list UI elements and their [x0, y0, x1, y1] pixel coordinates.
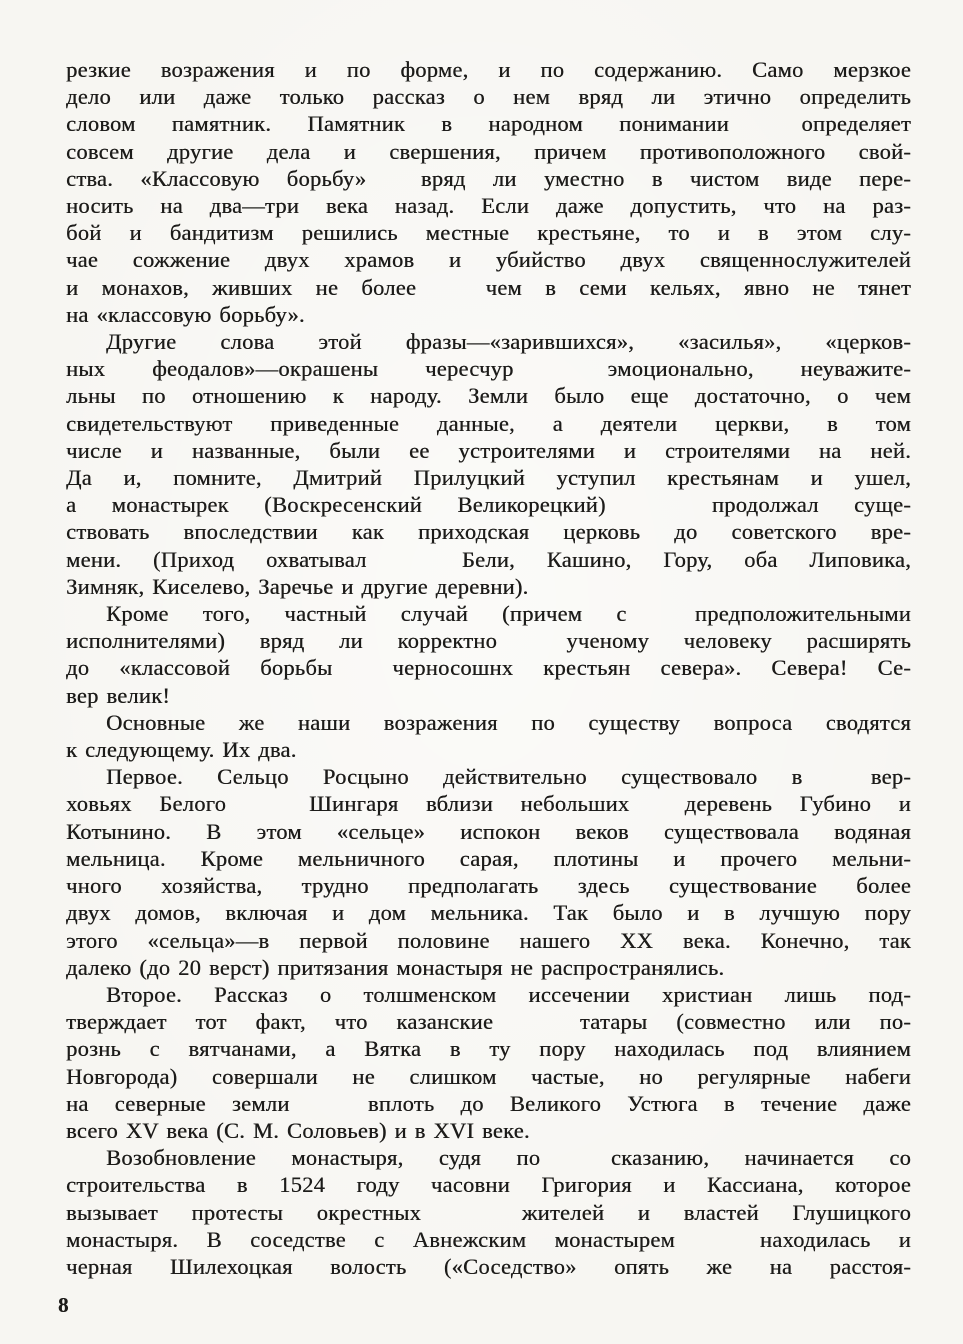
- text-line: исполнителями) вряд ли корректно ученому человеку расширять: [66, 628, 911, 654]
- text-line: Возобновление монастыря, судя по сказанию, начинается со: [106, 1145, 911, 1171]
- text-line: этого «сельца»—в первой половине нашего XX века. Конечно, так: [66, 927, 911, 953]
- text-line: тверждает тот факт, что казанские татары (совместно или по-: [66, 1009, 911, 1035]
- text-line: на северные земли вплоть до Великого Устюга в течение даже: [66, 1090, 911, 1116]
- text-line: Другие слова этой фразы—«зарившихся», «засилья», «церков-: [106, 329, 911, 355]
- paragraph: [66, 600, 911, 709]
- text-line: бой и бандитизм решились местные крестьяне, то и в этом слу-: [66, 220, 911, 246]
- paragraph: [66, 328, 911, 600]
- text-line: ства. «Классовую борьбу» вряд ли уместно в чистом виде пере-: [66, 165, 911, 191]
- paragraph: [66, 981, 911, 1144]
- text-line: Новгорода) совершали не слишком частые, но регулярные набеги: [66, 1063, 911, 1089]
- text-line: мельница. Кроме мельничного сарая, плотины и прочего мельни-: [66, 845, 911, 871]
- text-line: и монахов, живших не более чем в семи кельях, явно не тянет: [66, 274, 911, 300]
- text-line: резкие возражения и по форме, и по содержанию. Само мерзкое: [66, 57, 911, 82]
- paragraph: [66, 1144, 911, 1280]
- text-line: ховьях Белого Шингаря вблизи небольших деревень Губино и: [66, 791, 911, 817]
- text-line: льны по отношению к народу. Земли было еще достаточно, о чем: [66, 383, 911, 409]
- paragraph: [66, 709, 911, 763]
- text-line: чае сожжение двух храмов и убийство двух священнослужителей: [66, 247, 911, 273]
- text-line: монастыря. В соседстве с Авнежским монастырем находилась и: [66, 1226, 911, 1252]
- text-line: двух домов, включая и дом мельника. Так было и в лучшую пору: [66, 900, 911, 926]
- text-line: Второе. Рассказ о толшменском иссечении христиан лишь под-: [106, 981, 911, 1007]
- text-line: Первое. Сельцо Росцыно действительно существовало в вер-: [106, 764, 911, 790]
- text-line: а монастырек (Воскресенский Великорецкий) продолжал суще-: [66, 492, 911, 518]
- text-line: мени. (Приход охватывал Бели, Кашино, Гору, оба Липовика,: [66, 546, 911, 572]
- page-number: 8: [58, 1293, 69, 1317]
- text-line: строительства в 1524 году часовни Григория и Кассиана, которое: [66, 1172, 911, 1198]
- text-line: далеко (до 20 верст) притязания монастыря не распространялись.: [66, 954, 725, 980]
- text-block: [66, 56, 911, 1280]
- text-line: вызывает протесты окрестных жителей и властей Глушицкого: [66, 1199, 911, 1225]
- text-line: дело или даже только рассказ о нем вряд ли этично определить: [66, 84, 911, 110]
- text-line: Кроме того, частный случай (причем с предположительными: [106, 601, 911, 627]
- text-line: рознь с вятчанами, а Вятка в ту пору находилась под влиянием: [66, 1036, 911, 1062]
- text-line: числе и названные, были ее устроителями и строителями на ней.: [66, 437, 911, 463]
- text-line: до «классовой борьбы черносошнх крестьян севера». Севера! Се-: [66, 655, 911, 681]
- text-line: чного хозяйства, трудно предполагать здесь существование более: [66, 873, 911, 899]
- text-line: Котынино. В этом «сельце» испокон веков существовала водяная: [66, 818, 911, 844]
- text-line: черная Шилехоцкая волость («Соседство» опять же на расстоя-: [66, 1253, 911, 1279]
- paragraph: [66, 56, 911, 328]
- text-line: вер велик!: [66, 682, 171, 708]
- text-line: словом памятник. Памятник в народном понимании определяет: [66, 111, 911, 137]
- text-line: всего XV века (С. М. Соловьев) и в XVI веке.: [66, 1117, 530, 1143]
- text-line: Да и, помните, Дмитрий Прилуцкий уступил крестьянам и ушел,: [66, 465, 911, 491]
- text-line: к следующему. Их два.: [66, 737, 297, 763]
- text-line: совсем другие дела и свершения, причем противоположного свой-: [66, 138, 911, 164]
- text-line: свидетельствуют приведенные данные, а деятели церкви, в том: [66, 410, 911, 436]
- text-line: носить на два—три века назад. Если даже допустить, что на раз-: [66, 193, 911, 219]
- text-line: на «классовую борьбу».: [66, 301, 305, 327]
- text-line: Зимняк, Киселево, Заречье и другие деревни).: [66, 573, 529, 599]
- text-line: ствовать впоследствии как приходская церковь до советского вре-: [66, 519, 911, 545]
- paragraph: [66, 763, 911, 981]
- text-line: Основные же наши возражения по существу вопроса сводятся: [106, 709, 911, 735]
- text-line: ных феодалов»—окрашены чересчур эмоционально, неуважите-: [66, 356, 911, 382]
